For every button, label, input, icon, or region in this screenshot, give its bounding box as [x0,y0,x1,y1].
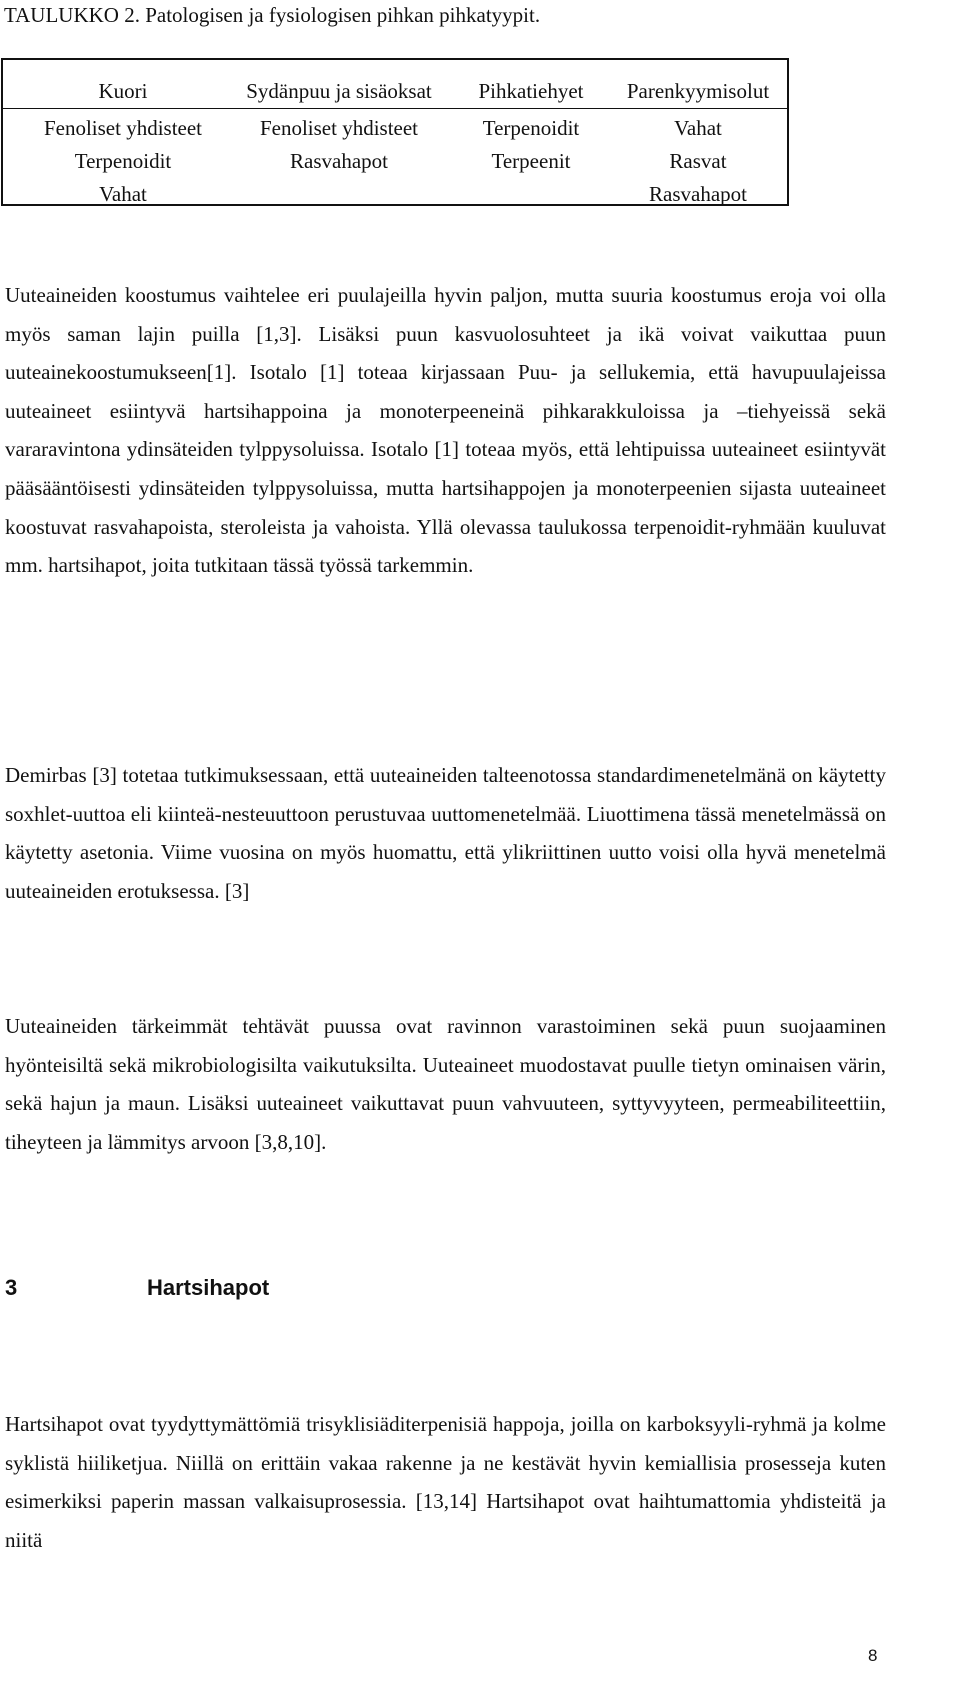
resin-types-table [1,58,789,206]
table-cell: Rasvat [669,149,727,173]
table-header-divider [3,108,787,109]
body-paragraph-extract-functions: Uuteaineiden tärkeimmät tehtävät puussa ovat ravinnon varastoiminen sekä puun suojaaminen hyönteisiltä sekä mikrobiologisilta vaikutuksilta. Uuteaineet muodostavat puulle tietyn ominaisen värin, sekä hajun ja maun. Lisäksi uuteaineet vaikuttavat puun vahvuuteen, syttyvyyteen, permeabiliteettiin, tiheyteen ja lämmitys arvoon [3,8,10]. [5,1014,886,1154]
table-cell: Terpenoidit [74,149,172,173]
section-heading: Hartsihapot [147,1275,270,1300]
section-number: 3 [5,1275,18,1300]
table-caption: TAULUKKO 2. Patologisen ja fysiologisen pihkan pihkatyypit. [4,3,541,27]
table-cell: Rasvahapot [649,182,747,206]
body-paragraph-extract-composition: Uuteaineiden koostumus vaihtelee eri puulajeilla hyvin paljon, mutta suuria koostumus eroja voi olla myös saman lajin puilla [1,3]. Lisäksi puun kasvuolosuhteet ja ikä voivat vaikuttaa puun uuteainekoostumukseen[1]. Isotalo [1] toteaa kirjassaan Puu- ja sellukemia, että havupuulajeissa uuteaineet esiintyvä hartsihappoina ja monoterpeeneinä pihkarakkuloissa ja –tiehyeissä sekä vararavintona ydinsäteiden tylppysoluissa. Isotalo [1] toteaa myös, että lehtipuissa uuteaineet esiintyvät pääsääntöisesti ydinsäteiden tylppysoluissa, mutta hartsihappojen ja monoterpeenien sijasta uuteaineet koostuvat rasvahapoista, steroleista ja vahoista. Yllä olevassa taulukossa terpenoidit-ryhmään kuuluvat mm. hartsihapot, joita tutkitaan tässä työssä tarkemmin. [5,283,886,578]
page-number: 8 [868,1646,878,1665]
table-header-resin-ducts: Pihkatiehyet [478,79,584,103]
table-header-parenchyma: Parenkyymisolut [626,79,770,103]
table-header-bark: Kuori [98,79,148,103]
table-cell: Rasvahapot [290,149,388,173]
body-paragraph-extraction-method: Demirbas [3] totetaa tutkimuksessaan, että uuteaineiden talteenotossa standardimenetelmänä on käytetty soxhlet-uuttoa eli kiinteä-nesteuuttoon perustuvaa uuttomenetelmää. Liuottimena tässä menetelmässä on käytetty asetonia. Viime vuosina on myös huomattu, että ylikriittinen uutto voisi olla hyvä menetelmä uuteaineiden erotuksessa. [3] [5,763,886,903]
table-cell: Fenoliset yhdisteet [43,116,203,140]
body-paragraph-resin-acids: Hartsihapot ovat tyydyttymättömiä trisyklisiäditerpenisiä happoja, joilla on karboksyyli-ryhmä ja kolme syklistä hiiliketjua. Niillä on erittäin vakaa rakenne ja ne kestävät hyvin kemiallisia prosesseja kuten esimerkiksi paperin massan valkaisuprosessia. [13,14] Hartsihapot ovat haihtumattomia yhdisteitä ja niitä [5,1412,886,1552]
table-header-heartwood: Sydänpuu ja sisäoksat [246,79,432,103]
table-cell: Fenoliset yhdisteet [259,116,419,140]
table-cell: Vahat [674,116,722,140]
table-cell: Vahat [99,182,147,206]
table-cell: Terpeenit [491,149,571,173]
table-cell: Terpenoidit [482,116,580,140]
